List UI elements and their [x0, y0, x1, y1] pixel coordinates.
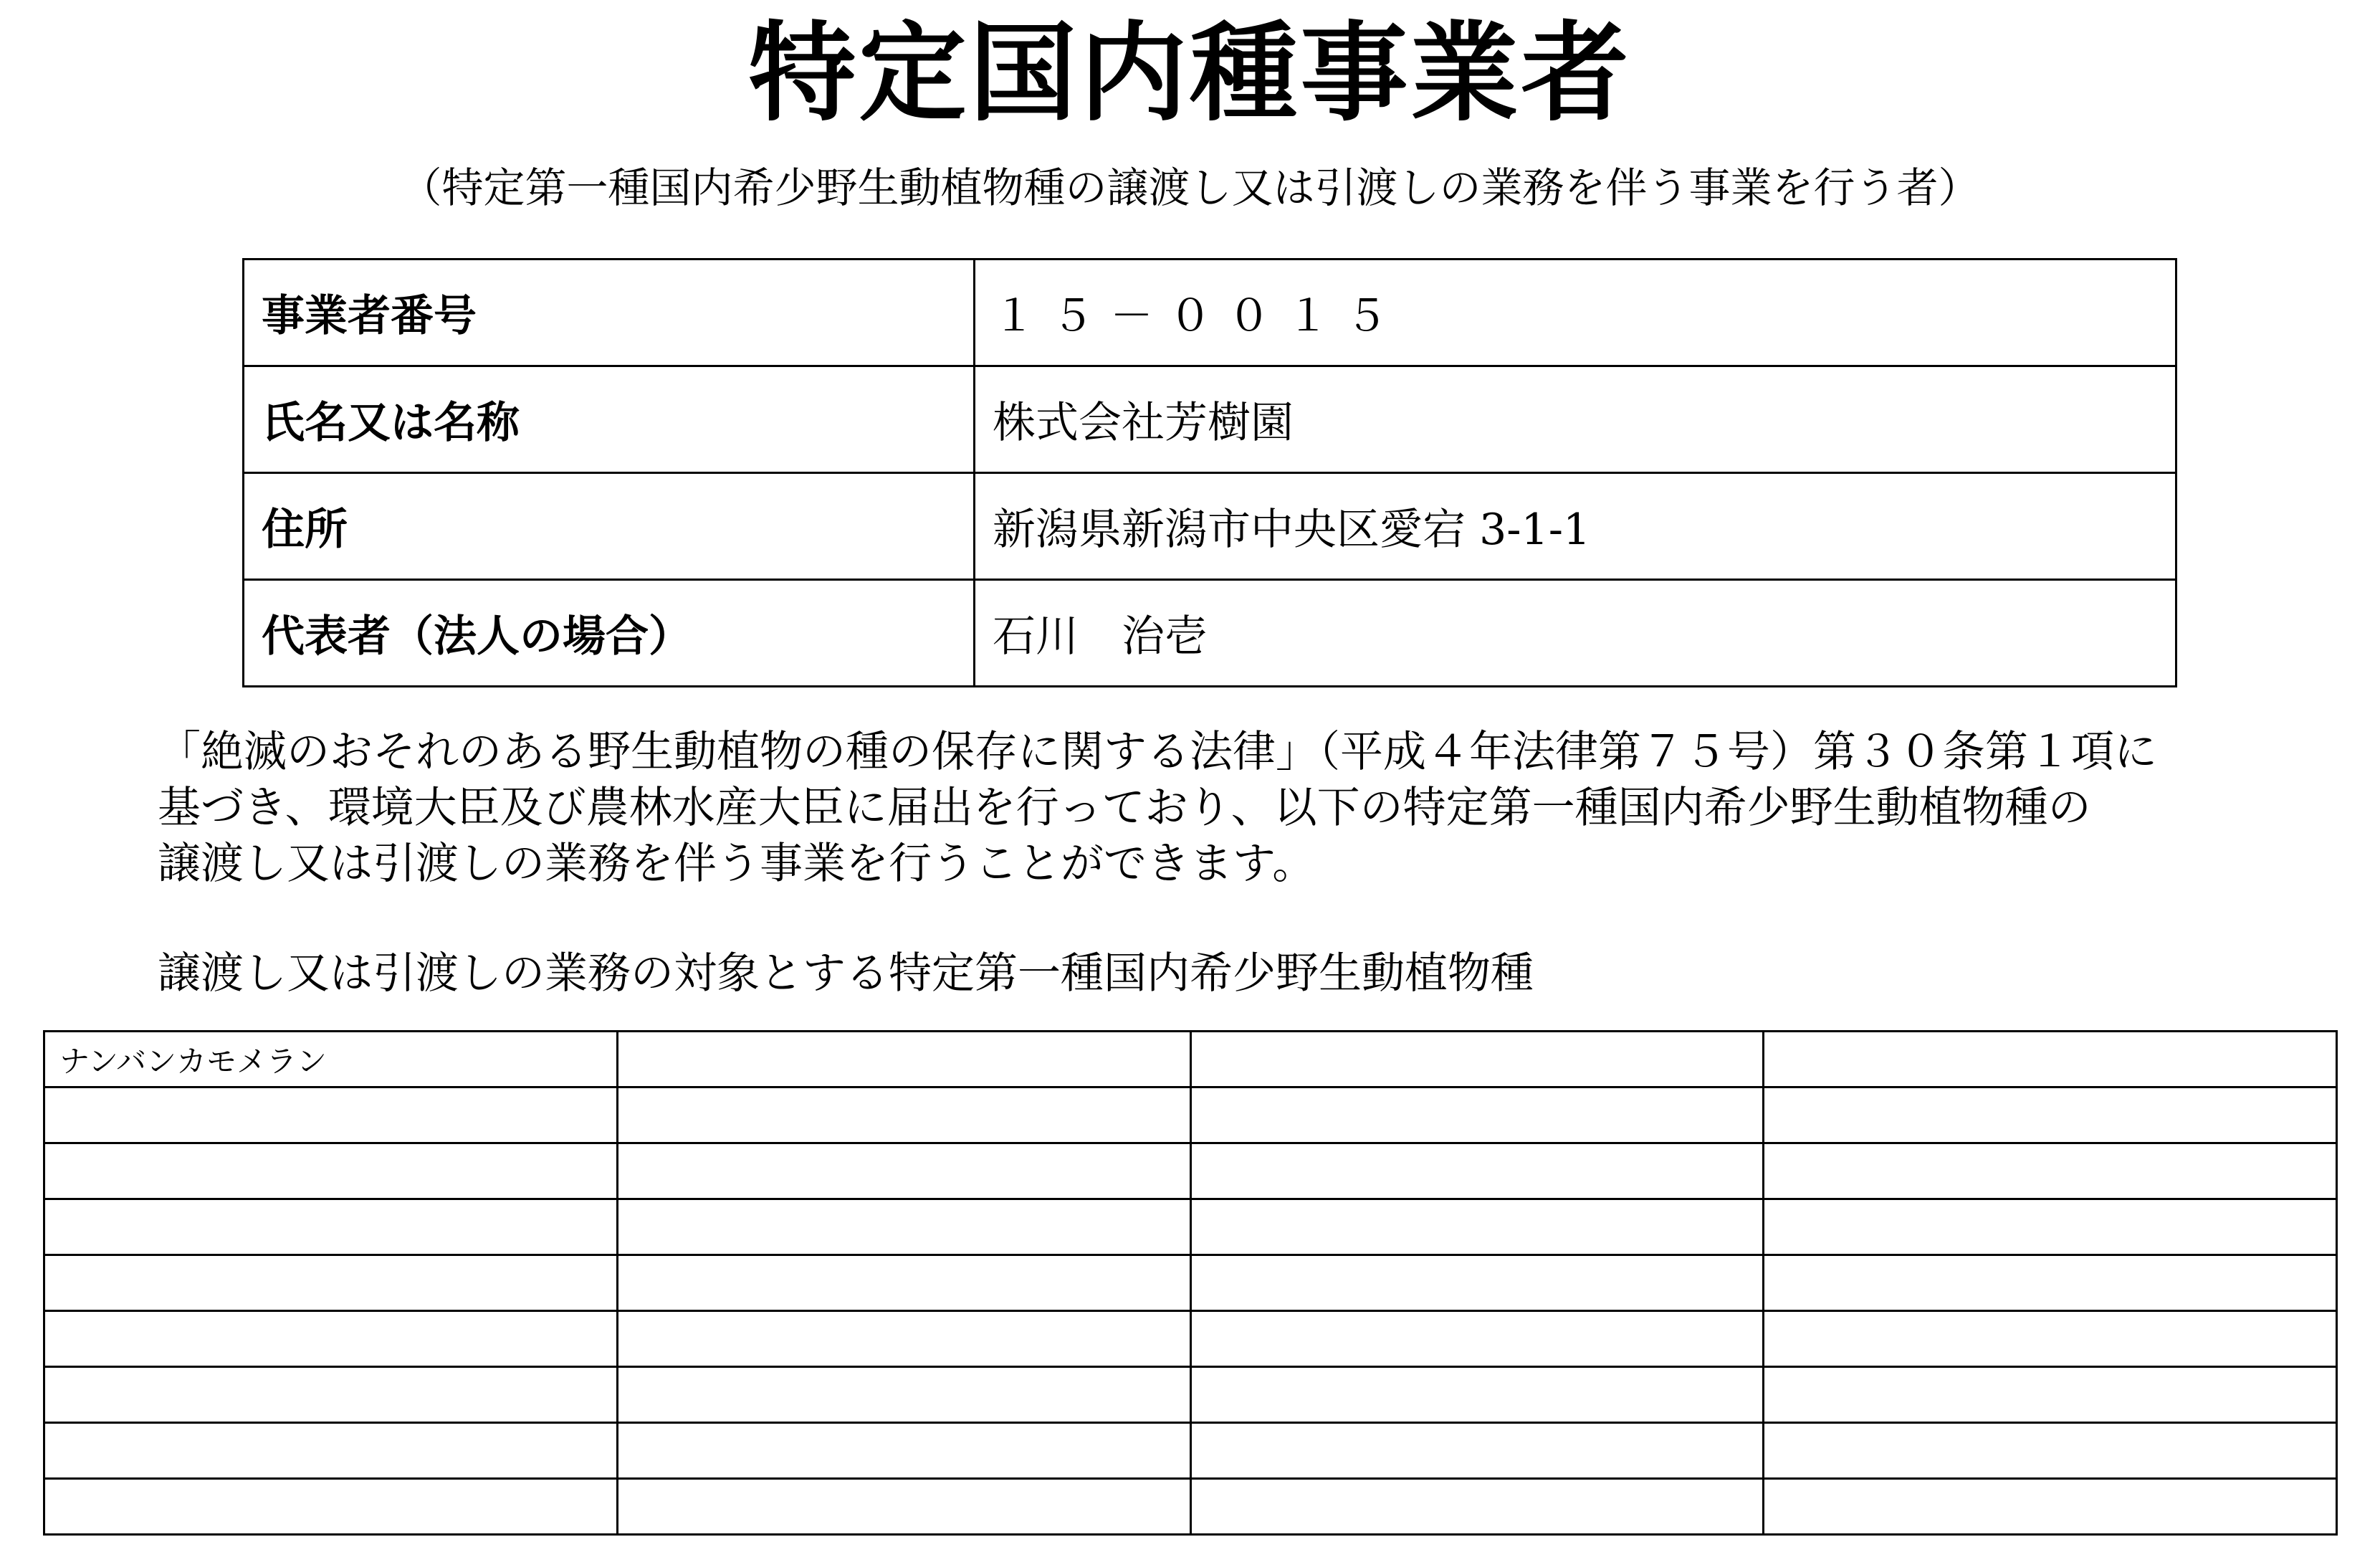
page-title: 特定国内種事業者 [748, 11, 1632, 136]
species-row [44, 1255, 2337, 1311]
info-row-representative [244, 580, 2176, 687]
species-cell [1190, 1087, 1764, 1143]
species-cell [617, 1479, 1190, 1535]
species-cell [1190, 1311, 1764, 1367]
species-cell [1764, 1143, 2337, 1199]
species-cell [44, 1087, 618, 1143]
species-cell [617, 1423, 1190, 1479]
page-subtitle: （特定第一種国内希少野生動植物種の譲渡し又は引渡しの業務を伴う事業を行う者） [400, 163, 1980, 212]
address-label: 住所 [244, 473, 975, 580]
name-label: 氏名又は名称 [244, 366, 975, 473]
species-cell [1190, 1479, 1764, 1535]
species-row [44, 1311, 2337, 1367]
species-cell [1764, 1199, 2337, 1255]
species-cell [44, 1143, 618, 1199]
species-cell [1190, 1143, 1764, 1199]
species-row [44, 1199, 2337, 1255]
number-value: １５－００１５ [975, 260, 2176, 366]
species-cell [1764, 1423, 2337, 1479]
species-cell [1190, 1032, 1764, 1087]
representative-value: 石川 治壱 [975, 580, 2176, 687]
species-cell [1764, 1032, 2337, 1087]
species-cell [44, 1199, 618, 1255]
species-cell [1190, 1367, 1764, 1423]
species-table [43, 1030, 2338, 1536]
number-label: 事業者番号 [244, 260, 975, 366]
species-cell [617, 1087, 1190, 1143]
species-cell [617, 1143, 1190, 1199]
species-row [44, 1423, 2337, 1479]
address-value: 新潟県新潟市中央区愛宕 3-1-1 [975, 473, 2176, 580]
species-cell [44, 1423, 618, 1479]
species-cell [1764, 1255, 2337, 1311]
species-cell [44, 1255, 618, 1311]
species-cell [44, 1479, 618, 1535]
species-cell [617, 1032, 1190, 1087]
species-cell [617, 1311, 1190, 1367]
species-row [44, 1087, 2337, 1143]
name-value: 株式会社芳樹園 [975, 366, 2176, 473]
species-cell [617, 1367, 1190, 1423]
notice-line-3: 譲渡し又は引渡しの業務を伴う事業を行うことができます。 [158, 839, 1316, 889]
species-cell [617, 1255, 1190, 1311]
species-cell [617, 1199, 1190, 1255]
species-cell [44, 1367, 618, 1423]
species-row [44, 1032, 2337, 1087]
business-info-table [242, 258, 2177, 687]
notice-line-1: 「絶滅のおそれのある野生動植物の種の保存に関する法律」（平成４年法律第７５号）第３０条第１項に [158, 727, 2157, 777]
species-cell [1764, 1479, 2337, 1535]
species-row [44, 1143, 2337, 1199]
representative-label: 代表者（法人の場合） [244, 580, 975, 687]
species-heading: 譲渡し又は引渡しの業務の対象とする特定第一種国内希少野生動植物種 [158, 948, 1534, 999]
species-cell [1190, 1423, 1764, 1479]
species-cell [1764, 1087, 2337, 1143]
species-cell [1764, 1367, 2337, 1423]
species-cell [1190, 1255, 1764, 1311]
notice-line-2: 基づき、環境大臣及び農林水産大臣に届出を行っており、以下の特定第一種国内希少野生動植物種の [158, 783, 2091, 833]
species-cell: ナンバンカモメラン [44, 1032, 618, 1087]
species-cell [1190, 1199, 1764, 1255]
info-row-name [244, 366, 2176, 473]
info-row-address [244, 473, 2176, 580]
species-row [44, 1479, 2337, 1535]
species-row [44, 1367, 2337, 1423]
species-cell [1764, 1311, 2337, 1367]
legal-notice [158, 724, 2279, 892]
info-row-number [244, 260, 2176, 366]
species-cell [44, 1311, 618, 1367]
